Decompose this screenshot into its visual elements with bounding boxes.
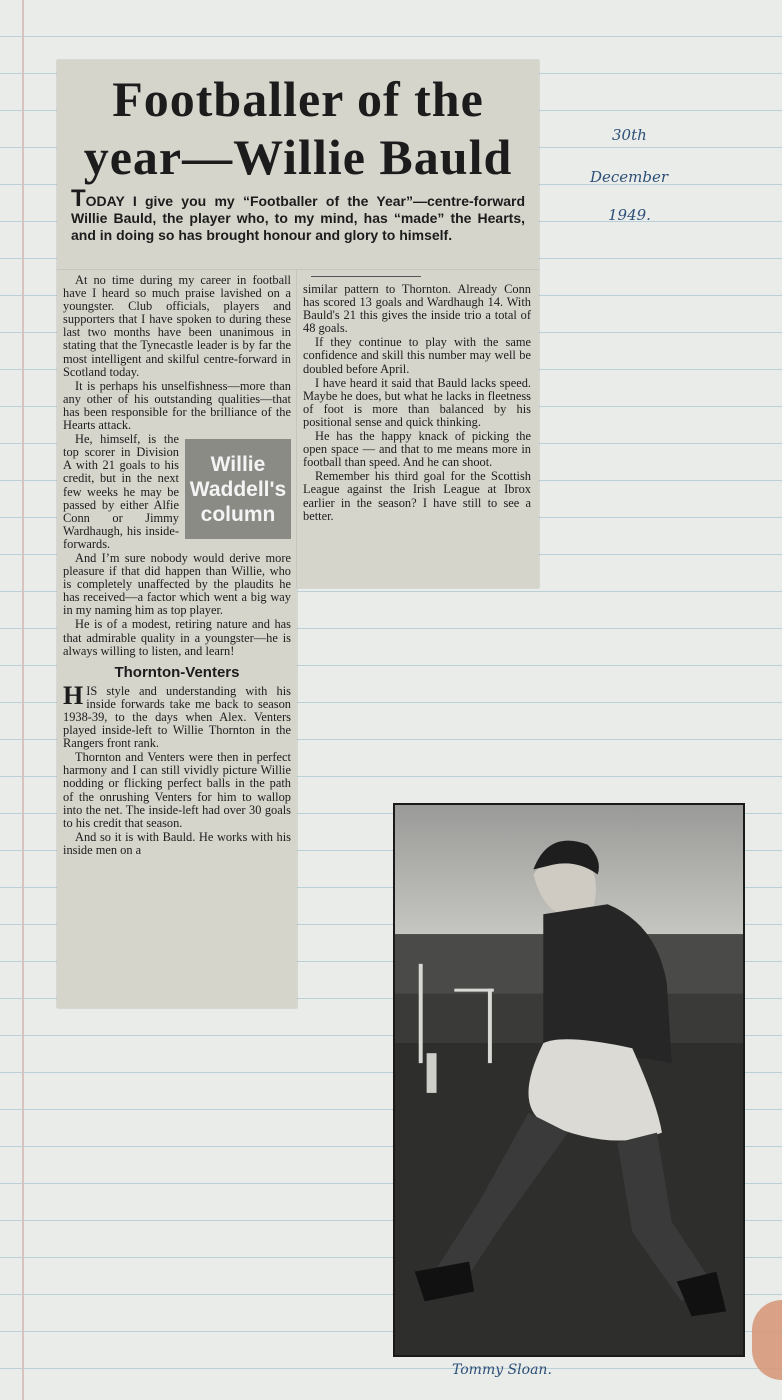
margin-line [22,0,24,1400]
player-photo-graphic [395,805,743,1355]
paragraph: similar pattern to Thornton. Already Conn has scored 13 goals and Wardhaugh 14. With Bauld's 21 this gives the inside trio a total of 48 goals. [303,282,531,336]
photo-caption: Tommy Sloan. [452,1362,552,1378]
paragraph: And I’m sure nobody would derive more pleasure if that did happen than Willie, who is completely unaffected by the plaudits he has received—a factor which went a big way in my naming him as top player. [63,550,291,618]
column-label-line: column [200,502,276,526]
paragraph-text: IS style and understanding with his inside forwards take me back to season 1938-39, to the days when Alex. Venters played inside-left to Willie Thornton in the Rangers front rank. [63,683,291,751]
column-label-box [185,439,291,539]
paragraph: If they continue to play with the same confidence and skill this number may well be doubled before April. [303,335,531,376]
paragraph: Thornton and Venters were then in perfect harmony and I can still vividly picture Willie nodding or flicking perfect balls in the path of the onrushing Venters for him to wallop into the net. The inside-left had over 30 goals to his credit that season. [63,750,291,830]
paragraph: He has the happy knack of picking the open space — and that to me means more in football than speed. And he can shoot. [303,429,531,470]
thumb-edge [752,1300,782,1380]
paragraph: At no time during my career in football have I heard so much praise lavished on a youngster. Club officials, players and supporters that I have spoken to during these last two months have been unanimous in stating that the Tynecastle leader is by far the most intelligent and skilful centre-forward in Scotland today. [63,273,291,379]
column-rule [311,276,421,277]
paragraph [63,680,291,751]
subheading: Thornton-Venters [114,663,240,681]
article-header [57,60,539,270]
date-note-line: 1949. [608,206,651,224]
standfirst [71,185,525,244]
standfirst-text: ODAY I give you my “Footballer of the Year”—centre-forward Willie Bauld, the player who, to my mind, has “made” the Hearts, and in doing so has brought honour and glory to himself. [71,193,525,243]
player-photo [393,803,745,1357]
date-note-line: 30th [612,126,647,144]
paragraph: Remember his third goal for the Scottish League against the Irish League at Ibrox earlier in the season? I have still to see a better. [303,469,531,523]
column-label-line: Waddell's [189,477,287,501]
section-dropcap: H [63,680,84,710]
article-column-right [297,270,539,588]
headline: Footballer of the year—Willie Bauld [83,71,513,185]
paragraph: I have heard it said that Bauld lacks speed. Maybe he does, but what he lacks in fleetness of foot is more than balanced by his positional sense and quick thinking. [303,375,531,429]
column-label-line: Willie [210,452,266,476]
paragraph: It is perhaps his unselfishness—more than any other of his outstanding qualities—that has been responsible for the brilliance of the Hearts attack. [63,378,291,433]
article-column-left [57,270,297,1008]
paragraph: He, himself, is the top scorer in Division A with 21 goals to his credit, but in the next few weeks he may be passed by either Alfie Conn or Jimmy Wardhaugh, his inside-forwards. [63,432,179,551]
paragraph: And so it is with Bauld. He works with his inside men on a [63,829,291,857]
standfirst-dropcap: T [71,185,86,212]
date-note-line: December [590,168,669,186]
paragraph: He is of a modest, retiring nature and has that admirable quality in a youngster—he is always willing to listen, and learn! [63,617,291,658]
